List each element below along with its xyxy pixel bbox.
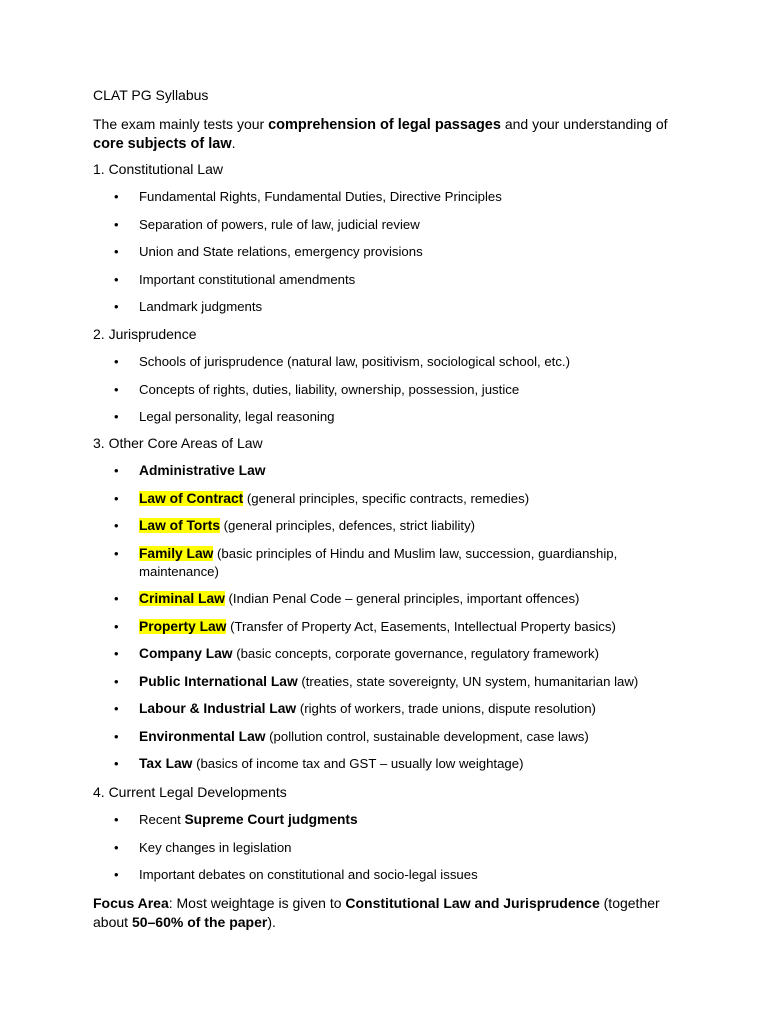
term-criminal-law: Criminal Law	[139, 591, 225, 606]
list-item	[112, 517, 677, 535]
list-item: • Schools of jurisprudence (natural law, positivism, sociological school, etc.)	[112, 353, 677, 371]
other-core-areas-list	[112, 462, 677, 773]
term-description: (basic concepts, corporate governance, regulatory framework)	[232, 646, 600, 661]
section-title-other-core-areas: 3. Other Core Areas of Law	[93, 435, 263, 451]
list-item	[112, 490, 677, 508]
jurisprudence-list	[112, 353, 677, 426]
list-item: • Key changes in legislation	[112, 839, 677, 857]
list-item: • Concepts of rights, duties, liability, ownership, possession, justice	[112, 381, 677, 399]
list-item	[112, 728, 677, 746]
focus-area-label: Focus Area	[93, 895, 169, 911]
term-tax-law: Tax Law	[139, 756, 193, 771]
focus-text: : Most weightage is given to	[168, 895, 346, 911]
list-item: • Important debates on constitutional and socio-legal issues	[112, 866, 677, 884]
focus-area-paragraph	[93, 894, 683, 932]
section-title-constitutional-law: 1. Constitutional Law	[93, 161, 223, 177]
intro-text: and your understanding of	[500, 116, 668, 132]
focus-text: ).	[267, 914, 276, 930]
term-environmental-law: Environmental Law	[139, 728, 266, 744]
focus-bold-subjects: Constitutional Law and Jurisprudence	[345, 895, 600, 911]
section-title-current-developments: 4. Current Legal Developments	[93, 784, 287, 800]
intro-bold-comprehension: comprehension of legal passages	[268, 117, 501, 133]
intro-text: The exam mainly tests your	[93, 116, 269, 132]
term-law-of-torts: Law of Torts	[139, 518, 220, 533]
term-public-international-law: Public International Law	[139, 673, 298, 689]
term-description: (rights of workers, trade unions, dispute resolution)	[296, 701, 596, 716]
current-developments-list	[112, 811, 677, 884]
constitutional-law-list	[112, 188, 677, 316]
document-title: CLAT PG Syllabus	[93, 87, 209, 103]
intro-text: .	[231, 135, 236, 151]
list-item	[112, 700, 677, 718]
term-description: (basics of income tax and GST – usually low weightage)	[192, 756, 524, 771]
list-item: • Legal personality, legal reasoning	[112, 408, 677, 426]
term-property-law: Property Law	[139, 618, 227, 634]
section-title-jurisprudence: 2. Jurisprudence	[93, 326, 197, 342]
list-item	[112, 645, 677, 663]
term-description: (general principles, defences, strict liability)	[220, 518, 476, 533]
list-item: • Important constitutional amendments	[112, 271, 677, 289]
focus-text: (together about	[93, 895, 660, 930]
term-labour-industrial-law: Labour & Industrial Law	[139, 701, 297, 716]
intro-paragraph	[93, 115, 683, 153]
list-item: • Landmark judgments	[112, 298, 677, 316]
list-item	[112, 545, 677, 581]
term-description: (Transfer of Property Act, Easements, Intellectual Property basics)	[226, 618, 616, 634]
list-item	[112, 590, 677, 608]
list-item	[112, 755, 677, 773]
term-description: (basic principles of Hindu and Muslim law, succession, guardianship, maintenance)	[139, 545, 618, 579]
term-company-law: Company Law	[139, 646, 233, 661]
list-item	[112, 673, 677, 691]
term-law-of-contract: Law of Contract	[139, 490, 244, 506]
list-item	[112, 811, 677, 829]
list-item: • Union and State relations, emergency provisions	[112, 243, 677, 261]
list-item	[112, 462, 677, 480]
term-administrative-law: Administrative Law	[139, 463, 266, 478]
term-description: (pollution control, sustainable development, case laws)	[265, 728, 589, 744]
item-text: Recent	[139, 812, 185, 827]
term-description: (treaties, state sovereignty, UN system, humanitarian law)	[297, 673, 639, 689]
list-item	[112, 618, 677, 636]
term-description: (general principles, specific contracts, remedies)	[243, 490, 530, 506]
focus-bold-percentage: 50–60% of the paper	[131, 914, 268, 930]
intro-bold-core-subjects: core subjects of law	[93, 136, 232, 152]
term-family-law: Family Law	[139, 545, 214, 561]
list-item: • Fundamental Rights, Fundamental Duties, Directive Principles	[112, 188, 677, 206]
term-description: (Indian Penal Code – general principles, important offences)	[224, 591, 580, 606]
term-supreme-court-judgments: Supreme Court judgments	[184, 812, 358, 827]
list-item: • Separation of powers, rule of law, judicial review	[112, 216, 677, 234]
